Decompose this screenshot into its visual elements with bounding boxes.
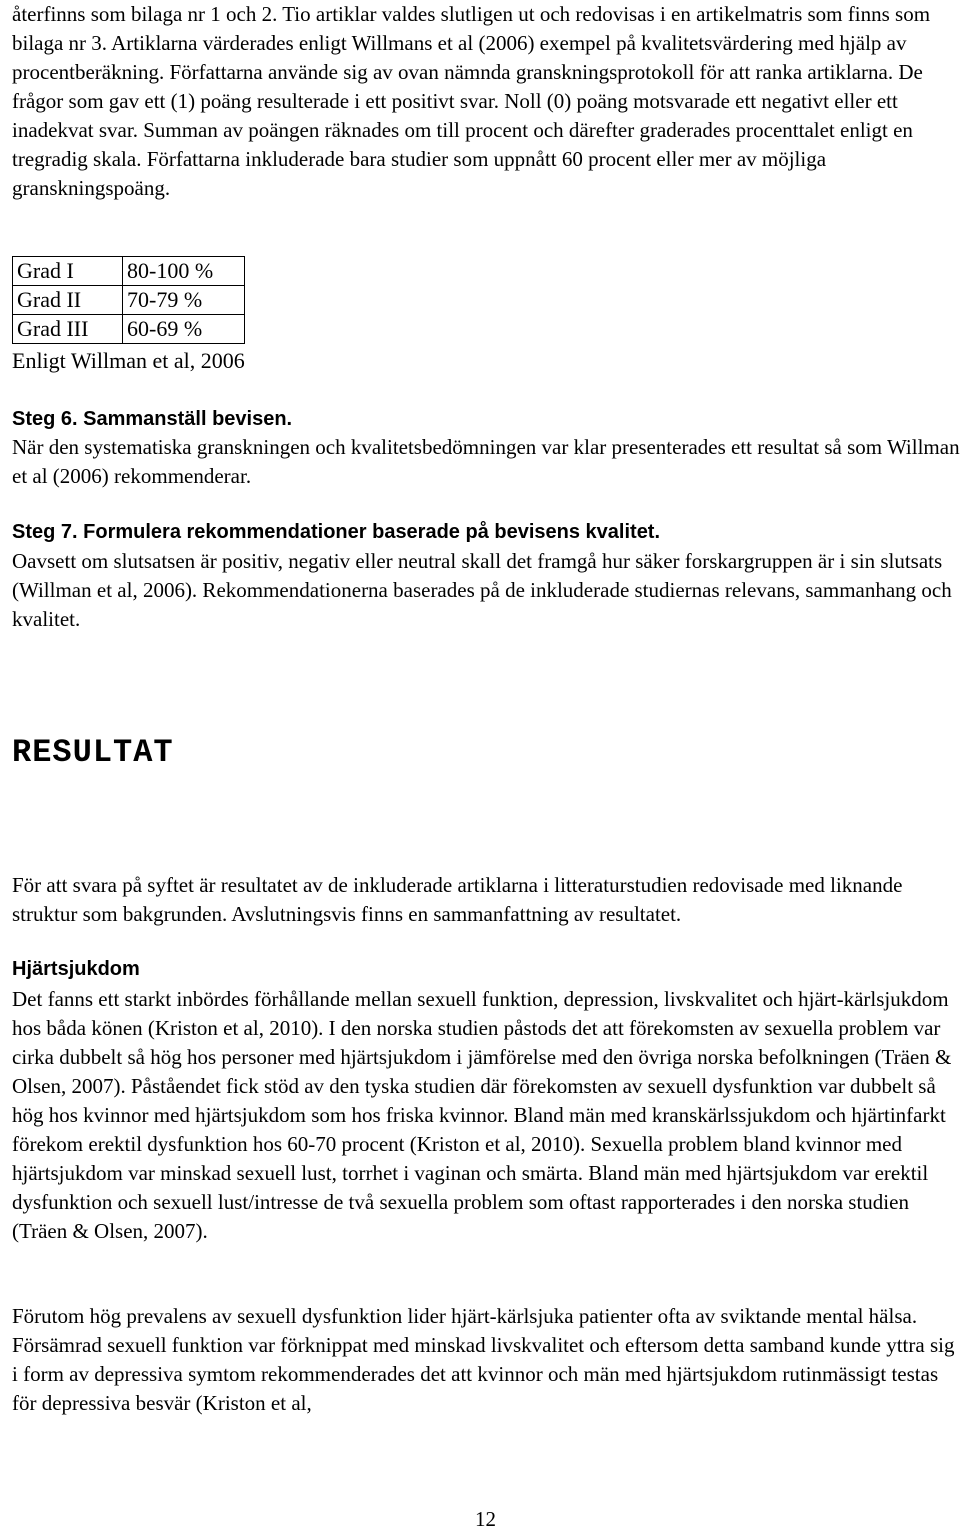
grade-table [12,256,245,344]
range-cell: 80-100 % [123,257,245,286]
resultat-intro: För att svara på syftet är resultatet av de inkluderade artiklarna i litteraturstudien redovisade med liknande struktur som bakgrunden. Avslutningsvis finns en sammanfattning av resultatet. [12,873,903,926]
hjartsjukdom-heading: Hjärtsjukdom [12,958,140,980]
steg7-heading: Steg 7. Formulera rekommendationer baserade på bevisens kvalitet. [12,521,661,543]
grade-cell: Grad III [13,315,123,344]
resultat-heading: RESULTAT [12,734,174,771]
table-row [13,257,245,286]
table-row [13,315,245,344]
range-cell: 60-69 % [123,315,245,344]
steg7-text: Oavsett om slutsatsen är positiv, negativ eller neutral skall det framgå hur säker forskargruppen är i sin slutsats (Willman et al, 2006). Rekommendationerna baserades på de inkluderade studiernas relevans, sammanhang och kvalitet. [12,549,952,631]
hjartsjukdom-paragraph-2: Förutom hög prevalens av sexuell dysfunktion lider hjärt-kärlsjuka patienter ofta av sviktande mental hälsa. Försämrad sexuell funktion var förknippat med minskad livskvalitet och eftersom detta samband kunde yttra sig i form av depressiva symtom rekommenderades det att kvinnor och män med hjärtsjukdom rutinmässigt testas för depressiva besvär (Kriston et al, [12,1304,955,1415]
intro-paragraph: återfinns som bilaga nr 1 och 2. Tio artiklar valdes slutligen ut och redovisas i en artikelmatris som finns som bilaga nr 3. Artiklarna värderades enligt Willmans et al (2006) exempel på kvalitetsvärdering med hjälp av procentberäkning. Författarna använde sig av ovan nämnda granskningsprotokoll för att ranka artiklarna. De frågor som gav ett (1) poäng resulterade i ett positivt svar. Noll (0) poäng motsvarade ett negativt eller ett inadekvat svar. Summan av poängen räknades om till procent och därefter graderades procenttalet enligt en tregradig skala. Författarna inkluderade bara studier som uppnått 60 procent eller mer av möjliga granskningspoäng. [12,2,931,200]
range-cell: 70-79 % [123,286,245,315]
table-caption: Enligt Willman et al, 2006 [12,348,245,373]
grade-cell: Grad II [13,286,123,315]
table-row [13,286,245,315]
steg6-text: När den systematiska granskningen och kvalitetsbedömningen var klar presenterades ett resultat så som Willman et al (2006) rekommenderar. [12,435,960,488]
steg6-heading: Steg 6. Sammanställ bevisen. [12,408,293,430]
hjartsjukdom-paragraph-1: Det fanns ett starkt inbördes förhållande mellan sexuell funktion, depression, livskvalitet och hjärt-kärlsjukdom hos båda könen (Kriston et al, 2010). I den norska studien påstods det att förekomsten av sexuella problem var cirka dubbelt så hög hos personer med hjärtsjukdom i jämförelse med den övriga norska befolkningen (Träen & Olsen, 2007). Påståendet fick stöd av den tyska studien där förekomsten av sexuell dysfunktion var dubbelt så hög hos kvinnor med hjärtsjukdom som hos friska kvinnor. Bland män med kranskärlssjukdom och hjärtinfarkt förekom erektil dysfunktion hos 60-70 procent (Kriston et al, 2010). Sexuella problem bland kvinnor med hjärtsjukdom var minskad sexuell lust, torrhet i vaginan och smärta. Bland män med hjärtsjukdom var erektil dysfunktion och sexuell lust/intresse de två sexuella problem som oftast rapporterades i den norska studien (Träen & Olsen, 2007). [12,987,952,1243]
page-number: 12 [475,1507,496,1531]
grade-cell: Grad I [13,257,123,286]
